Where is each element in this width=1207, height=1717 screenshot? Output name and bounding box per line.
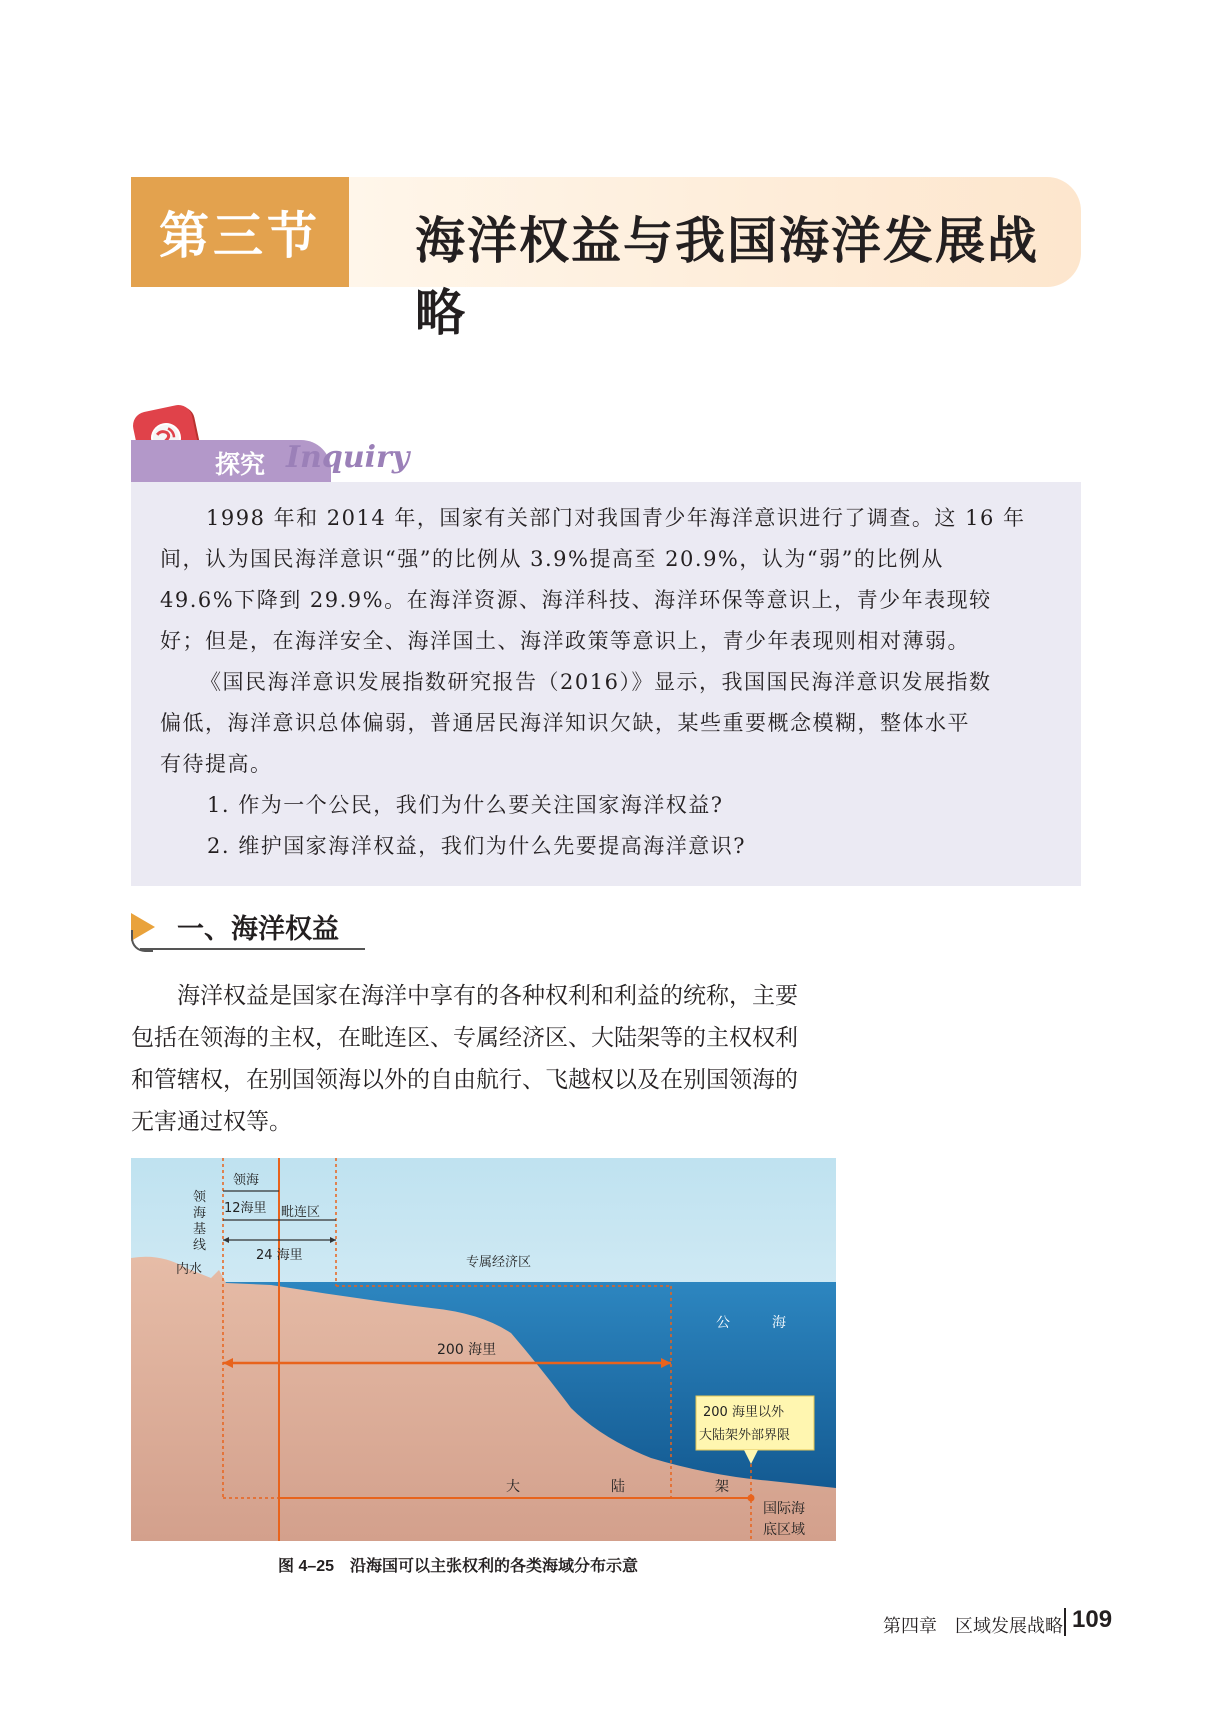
seabed-label-2: 底区域 bbox=[763, 1522, 805, 1538]
figure-caption: 图 4–25 沿海国可以主张权利的各类海域分布示意 bbox=[278, 1558, 639, 1575]
body-line: 和管辖权，在别国领海以外的自由航行、飞越权以及在别国领海的 bbox=[131, 1067, 798, 1093]
high-seas-label-2: 海 bbox=[772, 1315, 786, 1331]
svg-text:海: 海 bbox=[193, 1206, 207, 1221]
inquiry-line: 49.6%下降到 29.9%。在海洋资源、海洋科技、海洋环保等意识上，青少年表现较 bbox=[160, 588, 992, 612]
section-underline bbox=[140, 948, 365, 950]
footer-chapter: 第四章 区域发展战略 bbox=[883, 1616, 1063, 1637]
inquiry-line: 偏低，海洋意识总体偏弱，普通居民海洋知识欠缺，某些重要概念模糊，整体水平 bbox=[160, 711, 970, 735]
body-paragraph bbox=[131, 975, 831, 1143]
nm200-label: 200 海里 bbox=[437, 1342, 497, 1358]
eez-label: 专属经济区 bbox=[466, 1255, 532, 1270]
maritime-zones-diagram bbox=[131, 1158, 836, 1541]
shelf-label-3: 架 bbox=[715, 1479, 729, 1495]
svg-text:基: 基 bbox=[193, 1222, 207, 1237]
page-number: 109 bbox=[1072, 1606, 1113, 1633]
body-line: 海洋权益是国家在海洋中享有的各种权利和利益的统称，主要 bbox=[177, 983, 798, 1009]
svg-text:领: 领 bbox=[193, 1190, 207, 1205]
footer-separator bbox=[1064, 1608, 1066, 1636]
svg-text:线: 线 bbox=[193, 1238, 207, 1253]
shelf-limit-dot bbox=[748, 1495, 755, 1502]
inquiry-line: 间，认为国民海洋意识“强”的比例从 3.9%提高至 20.9%，认为“弱”的比例从 bbox=[160, 547, 944, 571]
section-title-background bbox=[349, 177, 1081, 342]
inquiry-label: 探究 bbox=[215, 451, 266, 479]
inquiry-line: 《国民海洋意识发展指数研究报告（2016）》显示，我国国民海洋意识发展指数 bbox=[200, 670, 992, 694]
territorial-sea-label: 领海 bbox=[233, 1173, 260, 1188]
inquiry-line: 好；但是，在海洋安全、海洋国土、海洋政策等意识上，青少年表现则相对薄弱。 bbox=[160, 629, 970, 653]
maritime-zones-svg bbox=[131, 1158, 836, 1541]
shelf-label-1: 大 bbox=[506, 1479, 520, 1495]
inquiry-question: 2. 维护国家海洋权益，我们为什么先要提高海洋意识? bbox=[207, 834, 746, 858]
inland-water-label: 内水 bbox=[176, 1262, 203, 1277]
shelf-limit-label-2: 大陆架外部界限 bbox=[699, 1428, 791, 1443]
inquiry-label-en: Inquiry bbox=[286, 440, 410, 475]
contiguous-zone-label: 毗连区 bbox=[281, 1205, 321, 1220]
shelf-label-2: 陆 bbox=[611, 1479, 625, 1495]
section-title-bar bbox=[131, 177, 1081, 342]
section-title: 海洋权益与我国海洋发展战略 bbox=[415, 211, 1039, 342]
nm24-label: 24 海里 bbox=[256, 1248, 303, 1263]
seabed-label-1: 国际海 bbox=[763, 1501, 805, 1517]
body-line: 包括在领海的主权，在毗连区、专属经济区、大陆架等的主权权利 bbox=[131, 1025, 798, 1051]
inquiry-line: 有待提高。 bbox=[160, 752, 273, 776]
inquiry-line: 1998 年和 2014 年，国家有关部门对我国青少年海洋意识进行了调查。这 16 年 bbox=[206, 506, 1026, 530]
nm12-label: 12海里 bbox=[224, 1201, 267, 1216]
section-number: 第三节 bbox=[131, 177, 349, 287]
inquiry-question: 1. 作为一个公民，我们为什么要关注国家海洋权益? bbox=[207, 793, 724, 817]
high-seas-label-1: 公 bbox=[716, 1315, 730, 1331]
subsection-title: 一、海洋权益 bbox=[177, 914, 339, 944]
shelf-limit-label-1: 200 海里以外 bbox=[703, 1405, 784, 1420]
body-line: 无害通过权等。 bbox=[131, 1109, 292, 1135]
